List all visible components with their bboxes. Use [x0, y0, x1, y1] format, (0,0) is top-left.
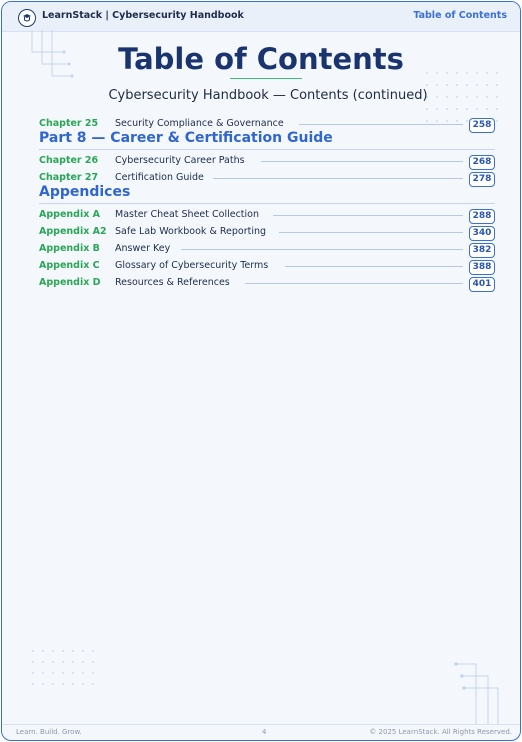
toc-entry-title: Answer Key	[115, 243, 171, 254]
page-title: Table of Contents	[118, 42, 404, 76]
toc-entry[interactable]	[39, 241, 495, 257]
toc-entry[interactable]	[39, 153, 495, 169]
page-number-badge: 382	[469, 243, 495, 258]
toc-entry-label: Appendix B	[39, 243, 100, 254]
page-subtitle: Cybersecurity Handbook — Contents (continued)	[108, 88, 428, 103]
footer-copyright: © 2025 LearnStack. All Rights Reserved.	[369, 728, 512, 736]
dotted-leader	[279, 232, 463, 233]
dotted-leader	[299, 124, 463, 125]
toc-entry-title: Certification Guide	[115, 172, 204, 183]
toc-entry[interactable]	[39, 275, 495, 291]
toc-entry-title: Safe Lab Workbook & Reporting	[115, 226, 267, 237]
part-divider	[39, 149, 495, 150]
page-number-badge: 340	[469, 226, 495, 241]
toc-entry[interactable]	[39, 258, 495, 274]
toc-entry-label: Chapter 27	[39, 172, 99, 183]
header-section-label: Table of Contents	[413, 10, 507, 21]
handbook-page	[1, 1, 521, 741]
toc-entry-title: Security Compliance & Governance	[115, 118, 284, 129]
dotted-leader	[181, 249, 463, 250]
footer-page-number: 4	[262, 728, 267, 736]
toc-entry-title: Cybersecurity Career Paths	[115, 155, 245, 166]
toc-entry-label: Chapter 25	[39, 118, 99, 129]
page-number-badge: 388	[469, 260, 495, 275]
page-number-badge: 288	[469, 209, 495, 224]
page-header	[2, 2, 520, 32]
page-number-badge: 401	[469, 277, 495, 292]
circuit-decoration-icon	[448, 658, 508, 724]
toc-entry[interactable]	[39, 224, 495, 240]
title-divider	[230, 78, 302, 79]
page-number-badge: 278	[469, 172, 495, 187]
page-number-badge: 268	[469, 155, 495, 170]
toc-entry-title: Resources & References	[115, 277, 230, 288]
toc-entry-title: Master Cheat Sheet Collection	[115, 209, 260, 220]
footer-tagline: Learn. Build. Grow.	[16, 728, 82, 736]
toc-entry-label: Appendix C	[39, 260, 100, 271]
toc-entry-label: Appendix A	[39, 209, 101, 220]
dotted-leader	[273, 215, 463, 216]
dotted-leader	[285, 266, 463, 267]
dotted-leader	[261, 161, 463, 162]
part-divider	[39, 203, 495, 204]
toc-entry-label: Chapter 26	[39, 155, 99, 166]
part-heading: Appendices	[39, 184, 131, 200]
toc-entry-label: Appendix D	[39, 277, 101, 288]
brand-title: LearnStack | Cybersecurity Handbook	[42, 10, 244, 21]
toc-entry-label: Appendix A2	[39, 226, 107, 237]
page-number-badge: 258	[469, 118, 495, 133]
dotted-leader	[245, 283, 463, 284]
toc-entry[interactable]	[39, 207, 495, 223]
part-heading: Part 8 — Career & Certification Guide	[39, 130, 333, 146]
logo-icon	[18, 9, 36, 27]
page-footer	[2, 724, 520, 740]
toc-entry-title: Glossary of Cybersecurity Terms	[115, 260, 269, 271]
dotted-leader	[213, 178, 463, 179]
dot-grid-decoration-icon	[28, 646, 103, 701]
